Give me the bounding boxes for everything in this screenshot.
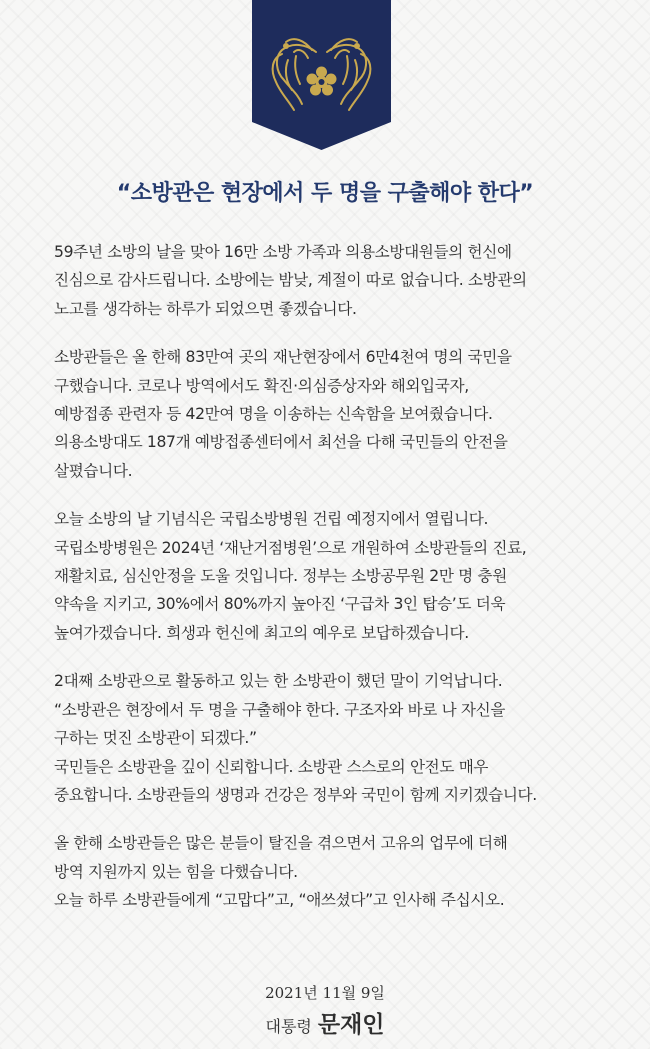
paragraph: [54, 505, 606, 647]
letter-body: [54, 238, 606, 935]
text-line: 살폈습니다.: [54, 461, 133, 480]
text-line: 59주년 소방의 날을 맞아 16만 소방 가족과 의용소방대원들의 헌신에: [54, 243, 512, 261]
text-line: 노고를 생각하는 하루가 되었으면 좋겠습니다.: [54, 299, 357, 318]
signature: [0, 1006, 650, 1039]
text-line: 약속을 지키고, 30%에서 80%까지 높아진 ‘구급차 3인 탑승’도 더욱: [54, 595, 506, 614]
text-line: 국립소방병원은 2024년 ‘재난거점병원’으로 개원하여 소방관들의 진료,: [54, 538, 527, 557]
signature-name: 문재인: [317, 1011, 385, 1038]
text-line: 국민들은 소방관을 깊이 신뢰합니다. 소방관 스스로의 안전도 매우: [54, 757, 489, 776]
text-line: 오늘 하루 소방관들에게 “고맙다”고, “애쓰셨다”고 인사해 주십시오.: [54, 891, 505, 910]
presidential-phoenix-emblem-icon: [252, 0, 391, 150]
text-line: 2대째 소방관으로 활동하고 있는 한 소방관이 했던 말이 기억납니다.: [54, 672, 503, 691]
text-line: 재활치료, 심신안정을 도울 것입니다. 정부는 소방공무원 2만 명 충원: [54, 567, 507, 586]
text-line: 방역 지원까지 있는 힘을 다했습니다.: [54, 862, 298, 881]
text-line: 예방접종 관련자 등 42만여 명을 이송하는 신속함을 보여줬습니다.: [54, 405, 493, 424]
signature-role: 대통령: [265, 1017, 312, 1036]
text-line: 구했습니다. 코로나 방역에서도 확진·의심증상자와 해외입국자,: [54, 376, 469, 395]
text-line: “소방관은 현장에서 두 명을 구출해야 한다. 구조자와 바로 나 자신을: [54, 700, 506, 719]
text-line: 올 한해 소방관들은 많은 분들이 탈진을 겪으면서 고유의 업무에 더해: [54, 834, 508, 853]
text-line: 의용소방대도 187개 예방접종센터에서 최선을 다해 국민들의 안전을: [54, 433, 508, 452]
paragraph: [54, 667, 606, 809]
text-line: 구하는 멋진 소방관이 되겠다.”: [54, 729, 257, 748]
paragraph: [54, 238, 606, 323]
text-line: 중요합니다. 소방관들의 생명과 건강은 정부와 국민이 함께 지키겠습니다.: [54, 785, 537, 804]
text-line: 오늘 소방의 날 기념식은 국립소방병원 건립 예정지에서 열립니다.: [54, 510, 489, 529]
letter-date: 2021년 11월 9일: [265, 984, 385, 1002]
document-title: “소방관은 현장에서 두 명을 구출해야 한다”: [116, 181, 534, 206]
text-line: 높여가겠습니다. 희생과 헌신에 최고의 예우로 보답하겠습니다.: [54, 623, 469, 642]
emblem-banner: [252, 0, 391, 150]
text-line: 소방관들은 올 한해 83만여 곳의 재난현장에서 6만4천여 명의 국민을: [54, 348, 512, 367]
paragraph: [54, 343, 606, 485]
text-line: 진심으로 감사드립니다. 소방에는 밤낮, 계절이 따로 없습니다. 소방관의: [54, 271, 527, 290]
paragraph: [54, 829, 606, 914]
